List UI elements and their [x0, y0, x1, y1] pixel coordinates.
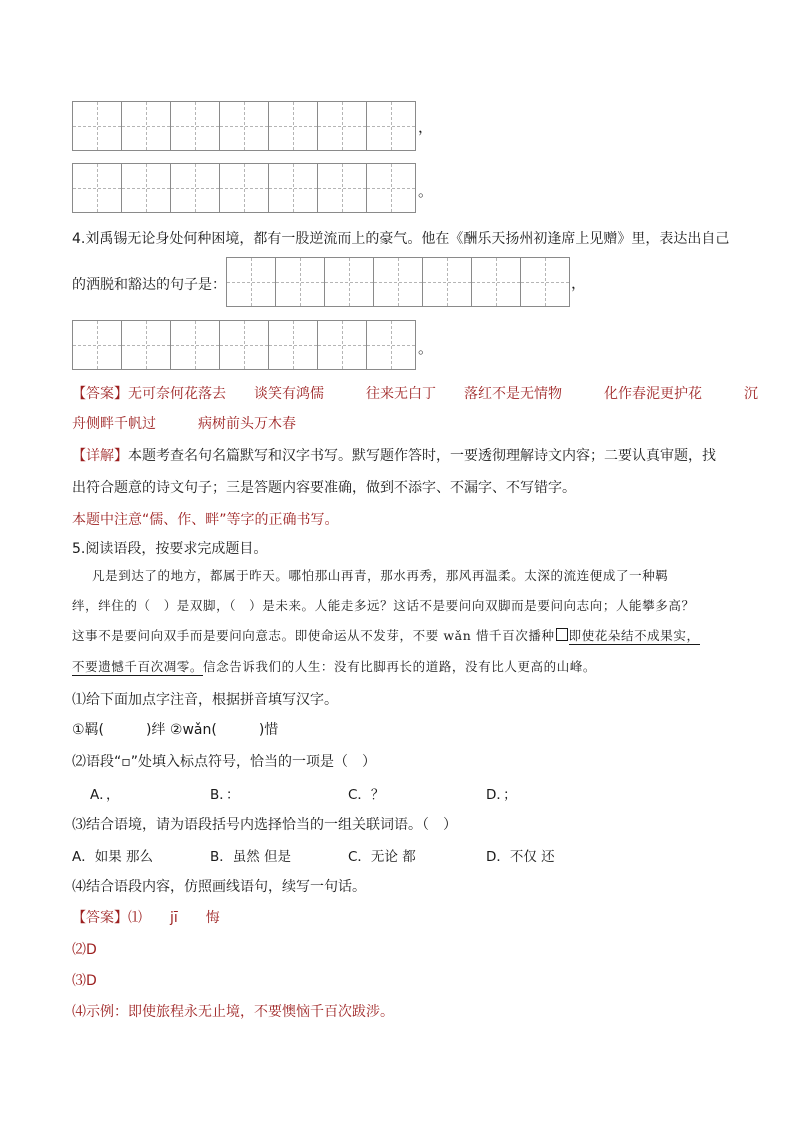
grid-cell[interactable] — [171, 101, 220, 151]
passage-text: 这事不是要问向双手而是要问向意志。即使命运从不发芽，不要 wǎn 惜千百次播种 — [72, 628, 555, 643]
detail-line2: 出符合题意的诗文句子；三是答题内容要准确，做到不添字、不漏字、不写错字。 — [72, 480, 576, 496]
q5-sub2-option-a[interactable]: A．， — [90, 787, 120, 803]
q5-sub2-option-d[interactable]: D．； — [486, 787, 517, 803]
q5-sub2-option-b[interactable]: B．： — [210, 787, 240, 803]
grid-cell[interactable] — [269, 320, 318, 370]
grid-cell[interactable] — [73, 320, 122, 370]
q5-sub2-option-c[interactable]: C．？ — [348, 787, 385, 803]
grid-cell[interactable] — [220, 101, 269, 151]
answer-tag: 【答案】 — [72, 386, 128, 402]
q5-sub3-option-a[interactable]: A．如果 那么 — [72, 849, 154, 865]
grid-cell[interactable] — [122, 320, 171, 370]
grid-cell[interactable] — [220, 163, 269, 213]
detail-tag: 【详解】 — [72, 448, 128, 464]
q5-title: 5.阅读语段，按要求完成题目。 — [72, 541, 268, 557]
grid-cell[interactable] — [73, 163, 122, 213]
detail-line1 — [72, 445, 716, 465]
writing-grid-3[interactable] — [226, 257, 570, 307]
grid-cell[interactable] — [171, 163, 220, 213]
q5-passage-line3 — [72, 626, 700, 644]
grid-cell[interactable] — [171, 320, 220, 370]
writing-grid-4[interactable] — [72, 320, 416, 370]
grid-2-period: 。 — [418, 182, 434, 200]
q5-passage-line2: 绊，绊住的（ ）是双脚，（ ）是未来。人能走多远？这话不是要问向双脚而是要问向志向；人能攀多高？ — [72, 598, 695, 613]
answer-2-line2: ⑵D — [72, 942, 97, 958]
grid-cell[interactable] — [220, 320, 269, 370]
blank-box-icon — [556, 628, 568, 641]
grid-cell[interactable] — [269, 101, 318, 151]
q4-text-line1: 4.刘禹锡无论身处何种困境，都有一股逆流而上的豪气。他在《酬乐天扬州初逢席上见赠》里，表达出自己 — [72, 231, 730, 247]
q5-passage-line4 — [72, 657, 596, 675]
answer-tag: 【答案】 — [72, 910, 128, 926]
grid-cell[interactable] — [227, 257, 276, 307]
grid-cell[interactable] — [122, 163, 171, 213]
writing-grid-2[interactable] — [72, 163, 416, 213]
grid-3-comma: ， — [571, 274, 587, 292]
q5-sub1-items: ①羁( )绊 ②wǎn( )惜 — [72, 722, 279, 738]
grid-cell[interactable] — [367, 163, 416, 213]
answer-1-line1 — [72, 383, 758, 403]
grid-cell[interactable] — [374, 257, 423, 307]
answer-2-line1 — [72, 907, 220, 927]
answer-2-line4: ⑷示例：即使旅程永无止境，不要懊恼千百次跋涉。 — [72, 1004, 394, 1020]
answer-2-text: ⑴ jī 悔 — [128, 910, 220, 926]
detail-text: 本题考查名句名篇默写和汉字书写。默写题作答时，一要透彻理解诗文内容；二要认真审题，找 — [128, 448, 716, 464]
answer-2-line3: ⑶D — [72, 973, 97, 989]
grid-cell[interactable] — [367, 101, 416, 151]
writing-grid-1[interactable] — [72, 101, 416, 151]
detail-line3: 本题中注意“儒、作、畔”等字的正确书写。 — [72, 512, 339, 528]
grid-cell[interactable] — [276, 257, 325, 307]
grid-cell[interactable] — [325, 257, 374, 307]
grid-cell[interactable] — [269, 163, 318, 213]
grid-cell[interactable] — [318, 163, 367, 213]
grid-1-comma: ， — [418, 118, 434, 136]
q5-sub3-option-b[interactable]: B．虽然 但是 — [210, 849, 292, 865]
answer-1-line2: 舟侧畔千帆过 病树前头万木春 — [72, 416, 296, 432]
q5-sub3-option-d[interactable]: D．不仅 还 — [486, 849, 555, 865]
q4-text-line2: 的洒脱和豁达的句子是： — [72, 277, 226, 293]
q5-sub2: ⑵语段“▫”处填入标点符号，恰当的一项是（ ） — [72, 754, 376, 770]
grid-cell[interactable] — [73, 101, 122, 151]
grid-cell[interactable] — [521, 257, 570, 307]
grid-cell[interactable] — [423, 257, 472, 307]
grid-cell[interactable] — [367, 320, 416, 370]
grid-4-period: 。 — [418, 339, 434, 357]
q5-sub3: ⑶结合语境，请为语段括号内选择恰当的一组关联词语。（ ） — [72, 817, 457, 833]
q5-sub4: ⑷结合语段内容，仿照画线语句，续写一句话。 — [72, 879, 366, 895]
grid-cell[interactable] — [318, 101, 367, 151]
underlined-sentence: 即使花朵结不成果实， — [568, 628, 700, 643]
passage-text: 信念告诉我们的人生：没有比脚再长的道路，没有比人更高的山峰。 — [203, 659, 597, 674]
grid-cell[interactable] — [122, 101, 171, 151]
q5-passage-line1: 凡是到达了的地方，都属于昨天。哪怕那山再青，那水再秀，那风再温柔。太深的流连便成了一种羁 — [92, 568, 669, 583]
q5-sub1: ⑴给下面加点字注音，根据拼音填写汉字。 — [72, 692, 338, 708]
grid-cell[interactable] — [472, 257, 521, 307]
answer-1-text: 无可奈何花落去 谈笑有鸿儒 往来无白丁 落红不是无情物 化作春泥更护花 沉 — [128, 386, 758, 402]
q5-sub3-option-c[interactable]: C．无论 都 — [348, 849, 416, 865]
grid-cell[interactable] — [318, 320, 367, 370]
underlined-sentence: 不要遗憾千百次凋零。 — [72, 659, 204, 674]
